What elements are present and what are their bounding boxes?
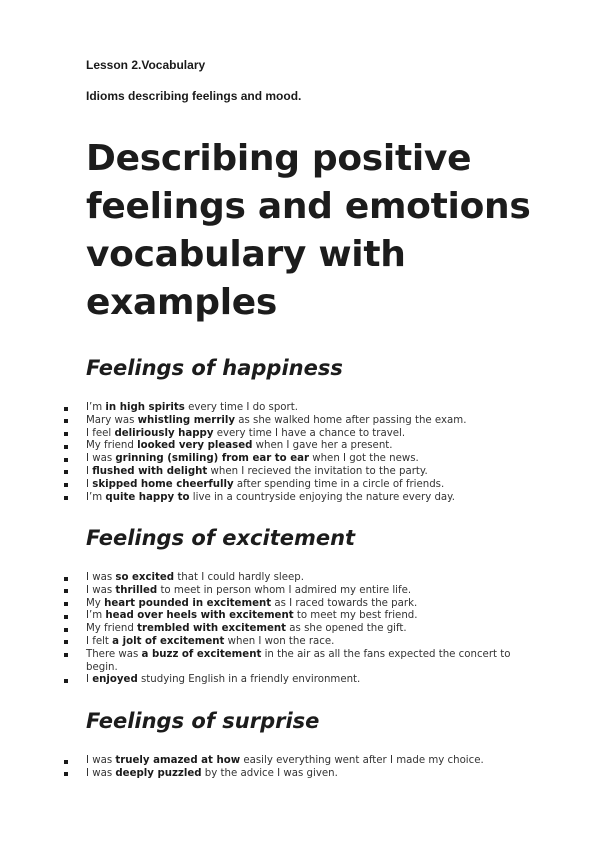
list-item: I was deeply puzzled by the advice I was given. (62, 768, 542, 781)
list-item: I was thrilled to meet in person whom I admired my entire life. (62, 585, 542, 598)
section-heading-excitement: Feelings of excitement (86, 526, 356, 550)
section-heading-happiness: Feelings of happiness (86, 356, 343, 380)
list-item: I’m head over heels with excitement to meet my best friend. (62, 610, 542, 623)
list-item: I enjoyed studying English in a friendly environment. (62, 674, 542, 687)
list-item: I was so excited that I could hardly sleep. (62, 572, 542, 585)
list-item: I skipped home cheerfully after spending time in a circle of friends. (62, 479, 542, 492)
list-item: I flushed with delight when I recieved the invitation to the party. (62, 466, 542, 479)
lesson-label: Lesson 2.Vocabulary (86, 58, 206, 72)
list-item: I felt a jolt of excitement when I won the race. (62, 636, 542, 649)
list-item: My friend looked very pleased when I gave her a present. (62, 440, 542, 453)
lesson-subtitle: Idioms describing feelings and mood. (86, 89, 302, 103)
page-title: Describing positive feelings and emotions vocabulary with examples (86, 138, 531, 323)
list-item: I was truely amazed at how easily everything went after I made my choice. (62, 755, 542, 768)
list-item: Mary was whistling merrily as she walked home after passing the exam. (62, 415, 542, 428)
list-item: My heart pounded in excitement as I raced towards the park. (62, 598, 542, 611)
list-item: I was grinning (smiling) from ear to ear when I got the news. (62, 453, 542, 466)
list-item: I feel deliriously happy every time I have a chance to travel. (62, 428, 542, 441)
list-item: My friend trembled with excitement as she opened the gift. (62, 623, 542, 636)
surprise-list (62, 755, 542, 781)
section-heading-surprise: Feelings of surprise (86, 709, 320, 733)
list-item: There was a buzz of excitement in the air as all the fans expected the concert to begin. (62, 649, 542, 675)
list-item: I’m quite happy to live in a countryside enjoying the nature every day. (62, 492, 542, 505)
list-item: I’m in high spirits every time I do sport. (62, 402, 542, 415)
happiness-list (62, 402, 542, 504)
excitement-list (62, 572, 542, 687)
